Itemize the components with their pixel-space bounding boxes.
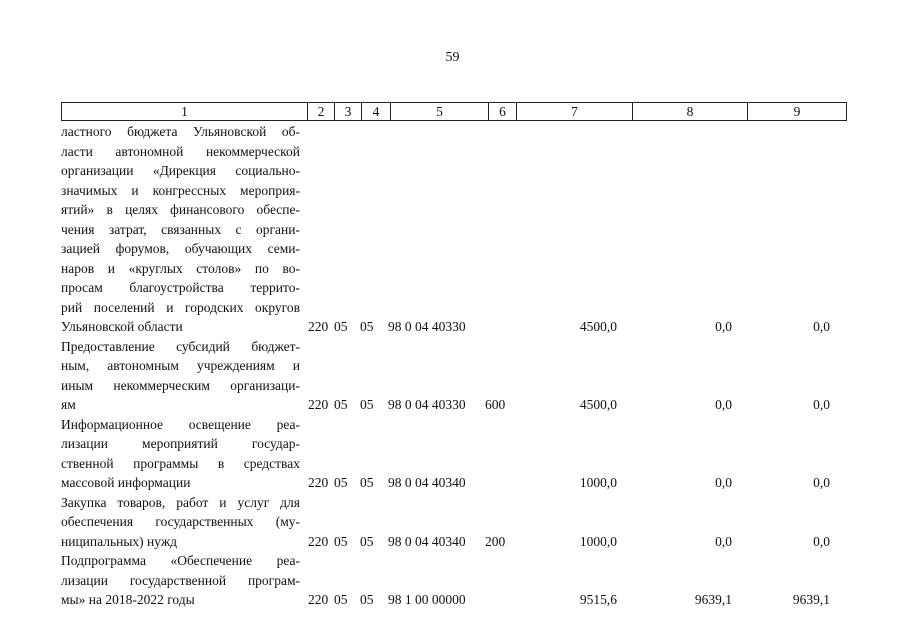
description-line: зацией форумов, обучающих семи- — [61, 241, 300, 256]
cell-column-8: 9639,1 — [694, 592, 732, 607]
description-line: обеспечения государственных (му- — [61, 514, 300, 529]
column-header-7: 7 — [517, 103, 633, 121]
page-number: 59 — [445, 50, 460, 65]
cell-column-8: 0,0 — [715, 319, 732, 334]
column-header-1: 1 — [62, 103, 308, 121]
row-description — [61, 551, 306, 610]
column-header-6: 6 — [489, 103, 517, 121]
description-line: ятий» в целях финансового обеспе- — [61, 202, 300, 217]
cell-column-3: 05 — [334, 533, 348, 549]
cell-column-6: 200 — [485, 533, 506, 549]
description-line: иным некоммерческим организаци- — [61, 377, 300, 393]
cell-column-2: 220 — [308, 475, 329, 490]
description-line: ластного бюджета Ульяновской об- — [61, 124, 300, 139]
row-description — [61, 415, 306, 493]
description-line: организации «Дирекция социально- — [61, 163, 300, 178]
cell-column-2: 220 — [308, 533, 329, 549]
description-line: ным, автономным учреждениям и — [61, 358, 300, 373]
description-line: лизации государственной програм- — [61, 572, 300, 588]
description-line: Информационное освещение реа- — [61, 416, 300, 432]
table-row — [61, 337, 851, 415]
cell-column-9: 0,0 — [813, 475, 830, 490]
cell-column-7: 4500,0 — [579, 319, 617, 334]
cell-column-9: 0,0 — [813, 319, 830, 334]
description-line: ниципальных) нужд — [61, 533, 178, 549]
cell-column-5: 98 0 04 40330 — [388, 397, 466, 412]
row-description — [61, 493, 306, 552]
cell-column-4: 05 — [360, 319, 374, 334]
description-line: Предоставление субсидий бюджет- — [61, 338, 300, 354]
cell-column-8: 0,0 — [715, 397, 732, 412]
row-description — [61, 122, 306, 337]
description-line: мы» на 2018-2022 годы — [61, 592, 195, 607]
cell-column-5: 98 0 04 40330 — [388, 319, 466, 334]
description-line: значимых и конгрессных мероприя- — [61, 182, 300, 198]
table-row — [61, 493, 851, 552]
column-header-8: 8 — [633, 103, 748, 121]
cell-column-7: 4500,0 — [579, 397, 617, 412]
description-line: ственной программы в средствах — [61, 455, 300, 471]
cell-column-3: 05 — [334, 319, 348, 334]
description-line: массовой информации — [61, 475, 191, 490]
table-row — [61, 551, 851, 610]
cell-column-8: 0,0 — [715, 533, 732, 549]
description-line: ям — [61, 397, 76, 412]
cell-column-2: 220 — [308, 397, 329, 412]
table-row — [61, 415, 851, 493]
cell-column-2: 220 — [308, 319, 329, 334]
table-body — [61, 122, 851, 610]
cell-column-8: 0,0 — [715, 475, 732, 490]
cell-column-4: 05 — [360, 592, 374, 607]
cell-column-9: 9639,1 — [792, 592, 830, 607]
cell-column-6: 600 — [485, 397, 506, 412]
description-line: лизации мероприятий государ- — [61, 436, 300, 451]
column-header-3: 3 — [335, 103, 362, 121]
cell-column-5: 98 0 04 40340 — [388, 475, 466, 490]
description-line: ласти автономной некоммерческой — [61, 143, 300, 159]
cell-column-3: 05 — [334, 475, 348, 490]
column-header-row — [62, 103, 847, 121]
description-line: Ульяновской области — [61, 319, 183, 334]
column-header-4: 4 — [362, 103, 391, 121]
cell-column-3: 05 — [334, 397, 348, 412]
cell-column-9: 0,0 — [813, 533, 830, 549]
column-header-5: 5 — [391, 103, 489, 121]
column-header-table — [61, 102, 847, 121]
cell-column-4: 05 — [360, 397, 374, 412]
description-line: рий поселений и городских округов — [61, 299, 300, 315]
description-line: наров и «круглых столов» по во- — [61, 260, 300, 276]
column-header-9: 9 — [748, 103, 847, 121]
cell-column-7: 9515,6 — [579, 592, 617, 607]
cell-column-7: 1000,0 — [579, 533, 617, 549]
description-line: Подпрограмма «Обеспечение реа- — [61, 553, 300, 568]
cell-column-9: 0,0 — [813, 397, 830, 412]
row-description — [61, 337, 306, 415]
cell-column-7: 1000,0 — [579, 475, 617, 490]
cell-column-4: 05 — [360, 533, 374, 549]
cell-column-2: 220 — [308, 592, 329, 607]
description-line: Закупка товаров, работ и услуг для — [61, 494, 300, 510]
cell-column-3: 05 — [334, 592, 348, 607]
cell-column-4: 05 — [360, 475, 374, 490]
column-header-2: 2 — [308, 103, 335, 121]
description-line: чения затрат, связанных с органи- — [61, 221, 300, 237]
description-line: просам благоустройства террито- — [61, 280, 300, 295]
cell-column-5: 98 0 04 40340 — [388, 533, 466, 549]
cell-column-5: 98 1 00 00000 — [388, 592, 466, 607]
table-row — [61, 122, 851, 337]
